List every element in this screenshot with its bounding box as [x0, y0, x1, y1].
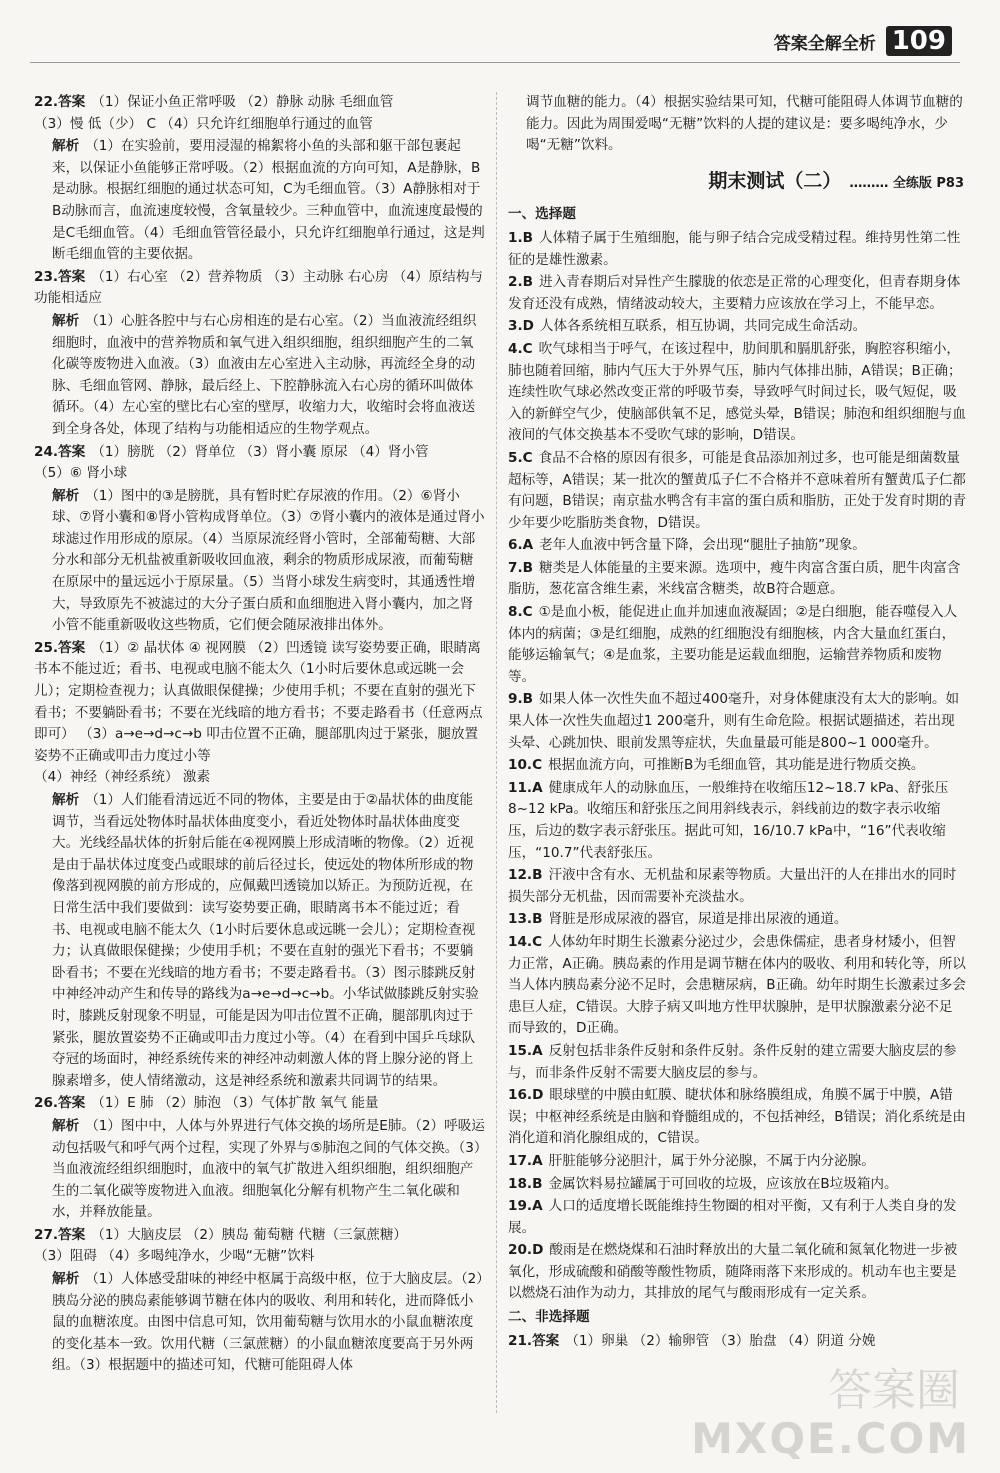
answer-text: 老年人血液中钙含量下降，会出现“腿肚子抽筋”现象。 — [539, 537, 866, 554]
block-label: 解析 — [52, 138, 80, 155]
answer-number: 1.B — [508, 229, 533, 246]
section-header — [508, 171, 966, 195]
answer-item — [508, 909, 966, 931]
answer-block — [34, 267, 486, 310]
block-text: （1）图中中，人体与外界进行气体交换的场所是E肺。（2）呼吸运动包括吸气和呼气两个过程，实现了外界与⑤肺泡之间的气体交换。（3）当血液流经组织细胞时，血液中的氧气扩散进入组织细胞，组织细胞产生的二氧化碳等废物进入血液。细胞氧化分解有机物产生二氧化碳和水，并释放能量。 — [52, 1117, 485, 1221]
analysis-block — [34, 136, 486, 266]
block-label: 22.答案 — [34, 94, 86, 110]
answer-number: 16.D — [508, 1087, 544, 1104]
answer-text: 肝脏能够分泌胆汁，属于外分泌腺，不属于内分泌腺。 — [548, 1152, 875, 1169]
block-text: （1）右心室 （2）营养物质 （3）主动脉 右心房 （4）原结构与功能相适应 — [34, 268, 484, 307]
part-heading-choice: 一、选择题 — [508, 206, 576, 223]
answer-number: 9.B — [508, 691, 533, 708]
block-label: 解析 — [52, 792, 80, 808]
answer-item — [508, 1151, 966, 1173]
answer-number: 13.B — [508, 911, 543, 928]
analysis-block — [34, 790, 486, 1092]
answer-item — [508, 1196, 966, 1239]
answer-number: 11.A — [508, 779, 543, 796]
answer-number: 7.B — [508, 559, 533, 576]
left-column — [34, 92, 486, 1378]
block-text: （3）慢 低（少） C （4）只允许红细胞单行通过的血管 — [34, 115, 373, 132]
answer-item — [508, 272, 966, 315]
right-continued-text: 调节血糖的能力。（4）根据实验结果可知，代糖可能阻碍人体调节血糖的能力。因此为周围爱喝“无糖”饮料的人提的建议是：要多喝纯净水，少喝“无糖”饮料。 — [526, 94, 963, 154]
answer-item — [508, 1085, 966, 1150]
answer-item — [508, 558, 966, 601]
answer-text: 吹气球相当于呼气，在该过程中，肋间肌和膈肌舒张，胸腔容积缩小，肺也随着回缩，肺内气压大于外界气压，肺内气体排出肺，A错误；B正确；连续性吹气球必然改变正常的呼吸节奏，导致呼气时间过长，吸气短促，吸入的新鲜空气少，使脑部供氧不足，感觉头晕，B错误；肺泡和组织细胞与血液间的气体交换基本不受吹气球的影响，D错误。 — [508, 340, 966, 444]
section-ref: ……… 全练版 P83 — [849, 175, 964, 191]
answer-item — [508, 778, 966, 864]
answer-item — [508, 535, 966, 557]
block-text: （1）保证小鱼正常呼吸 （2）静脉 动脉 毛细血管 — [91, 94, 394, 110]
header-title: 答案全解全析 — [773, 33, 876, 54]
part-heading-nonchoice: 二、非选择题 — [508, 1309, 590, 1326]
block-label: 27.答案 — [34, 1226, 86, 1243]
answer-number: 15.A — [508, 1042, 543, 1059]
analysis-block — [34, 486, 486, 637]
answer-number: 21.答案 — [508, 1332, 560, 1349]
answer-number: 18.B — [508, 1175, 543, 1192]
answer-text: 人体幼年时期生长激素分泌过少，会患侏儒症，患者身材矮小，但智力正常，A正确。胰岛素的作用是调节糖在体内的吸收、利用和转化等，所以当人体内胰岛素分泌不足时，会患糖尿病，B正确。幼年时期生长激素过多会患巨人症，C错误。大脖子病又叫地方性甲状腺肿，是甲状腺激素分泌不足而导致的，D正确。 — [508, 933, 966, 1037]
block-label: 解析 — [52, 1117, 80, 1134]
answer-number: 2.B — [508, 274, 533, 291]
section-title: 期末测试（二） — [708, 169, 842, 192]
block-text: （1）人体感受甜味的神经中枢属于高级中枢，位于大脑皮层。（2）胰岛分泌的胰岛素能够调节糖在体内的吸收、利用和转化，进而降低小鼠的血糖浓度。由图中信息可知，饮用葡萄糖与饮用水的小鼠血糖浓度的变化基本一致。饮用代糖（三氯蔗糖）的小鼠血糖浓度要高于另外两组。（3）根据题中的描述可知，代糖可能阻碍人体 — [52, 1271, 484, 1374]
answer-block — [34, 92, 486, 135]
answer-text: 人口的适度增长既能维持生物圈的相对平衡，又有利于人类自身的发展。 — [508, 1198, 957, 1236]
answer-item — [508, 1240, 966, 1305]
block-label: 解析 — [52, 1271, 80, 1288]
answer-text: 酸雨是在燃烧煤和石油时释放出的大量二氧化硫和氮氧化物进一步被氧化，形成硫酸和硝酸等酸性物质，随降雨落下来形成的。机动车也主要是以燃烧石油作为动力，其排放的尾气与酸雨形成有一定关系。 — [508, 1242, 958, 1302]
block-text: （1）大脑皮层 （2）胰岛 葡萄糖 代糖（三氯蔗糖） — [91, 1226, 408, 1243]
answer-text: 糖类是人体能量的主要来源。选项中，瘦牛肉富含蛋白质，肥牛肉富含脂肪，葱花富含维生素，米线富含糖类，故B符合题意。 — [508, 559, 961, 598]
block-text: （3）阻碍 （4）多喝纯净水，少喝“无糖”饮料 — [34, 1248, 315, 1265]
answer-item — [508, 316, 966, 338]
answer-item — [508, 1174, 966, 1196]
block-text: （1）人们能看清远近不同的物体，主要是由于②晶状体的曲度能调节，当看远处物体时晶状体曲度变小，看近处物体时晶状体曲度变大。光线经晶状体的折射后能在④视网膜上形成清晰的物像。（2）近视是由于晶状体过度变凸或眼球的前后径过长，使远处的物体所形成的物像落到视网膜的前方形成的，应佩戴凹透镜加以矫正。为预防近视，在日常生活中我们要做到：读写姿势要正确，眼睛离书本不能过近；看书、电视或电脑不能太久（1小时后要休息或远眺一会儿）；定期检查视力；认真做眼保健操；少使用手机；不要在直射的强光下看书；不要躺卧看书；不要在光线暗的地方看书；不要走路看书。（3）图示膝跳反射中神经冲动产生和传导的路线为a→e→d→c→b。小华试做膝跳反射实验时，膝跳反射现象不明显，可能是因为叩击位置不正确，腿部肌肉过于紧张，腿放置姿势不正确或叩击力度过小等。（4）在看到中国乒乓球队夺冠的场面时，神经系统传来的神经冲动刺激人体的肾上腺分泌的肾上腺素增多，使人情绪激动，这是神经系统和激素共同调节的结果。 — [52, 792, 479, 1089]
answer-item — [508, 689, 966, 754]
answer-number: 14.C — [508, 933, 543, 950]
answer-item — [508, 1041, 966, 1084]
answer-number: 3.D — [508, 318, 534, 335]
answer-item — [508, 755, 966, 777]
answer-item — [508, 932, 966, 1040]
answer-text: 根据血流方向，可推断B为毛细血管，其功能是进行物质交换。 — [548, 757, 925, 774]
answer-number: 8.C — [508, 604, 533, 621]
answer-text: 金属饮料易拉罐属于可回收的垃圾，应该放在B垃圾箱内。 — [548, 1175, 898, 1192]
answer-list — [508, 228, 966, 1305]
answer-block — [34, 442, 486, 485]
answer-text: 进入青春期后对异性产生朦胧的依恋是正常的心理变化，但青春期身体发育还没有成熟，情绪波动较大，主要精力应该放在学习上，不能早恋。 — [508, 274, 961, 312]
answer-number: 20.D — [508, 1242, 544, 1259]
answer-number: 17.A — [508, 1152, 543, 1169]
block-text: （1）② 晶状体 ④ 视网膜 （2）凹透镜 读写姿势要正确，眼睛离书本不能过近；看书、电视或电脑不能太久（1小时后要休息或远眺一会儿）；定期检查视力；认真做眼保健操；少使用手机；不要在直射的强光下看书；不要躺卧看书；不要在光线暗的地方看书；不要走路看书（任意两点即可） （3）a→e→d→c→b 叩击位置不正确，腿部肌肉过于紧张，腿放置姿势不正确或叩击力度过小等 — [34, 639, 483, 764]
header-rule — [30, 62, 960, 63]
block-text: （1）心脏各腔中与右心房相连的是右心室。（2）当血液流经组织细胞时，血液中的营养物质和氧气进入组织细胞，组织细胞产生的二氧化碳等废物进入血液。（3）血液由左心室进入主动脉，再流经全身的动脉、毛细血管网、静脉，最后经上、下腔静脉流入右心房的循环叫做体循环。（4）左心室的壁比右心室的壁厚，收缩力大，收缩时会将血液送到全身各处，体现了结构与功能相适应的生物学观点。 — [52, 312, 477, 437]
answer-number: 12.B — [508, 867, 543, 884]
answer-item — [508, 339, 966, 447]
answer-number: 10.C — [508, 757, 543, 774]
answer-item — [508, 602, 966, 688]
watermark: MXQE.COM — [691, 1414, 970, 1463]
answer-item — [508, 1331, 966, 1353]
block-text: （4）神经（神经系统） 激素 — [34, 769, 211, 786]
page-header — [774, 26, 952, 56]
answer-text: 人体各系统相互联系，相互协调，共同完成生命活动。 — [539, 318, 867, 335]
answer-text: 如果人体一次性失血不超过400毫升，对身体健康没有太大的影响。如果人体一次性失血超过1 200毫升，则有生命危险。根据试题描述，若出现头晕、心跳加快、眼前发黑等症状，失血量最可能是800~1 000毫升。 — [508, 691, 960, 751]
analysis-block — [34, 1269, 486, 1377]
answer-text: 肾脏是形成尿液的器官，尿道是排出尿液的通道。 — [548, 911, 848, 928]
block-text: （1）图中的③是膀胱，具有暂时贮存尿液的作用。（2）⑥肾小球、⑦肾小囊和⑧肾小管构成肾单位。（3）⑦肾小囊内的液体是通过肾小球滤过作用形成的原尿。（4）当原尿流经肾小管时，全部葡萄糖、大部分水和部分无机盐被重新吸收回血液，剩余的物质形成尿液，而葡萄糖在原尿中的量远远小于原尿量。（5）当肾小球发生病变时，其通透性增大，导致原先不被滤过的大分子蛋白质和血细胞进入肾小囊内，加之肾小管不能重新吸收这些物质，它们便会随尿液排出体外。 — [52, 487, 485, 634]
answer-item — [508, 448, 966, 534]
answer-text: 眼球壁的中膜由虹膜、睫状体和脉络膜组成，角膜不属于中膜，A错误；中枢神经系统是由脑和脊髓组成的，不包括神经，B错误；消化系统是由消化道和消化腺组成的，C错误。 — [508, 1087, 966, 1147]
block-label: 24.答案 — [34, 443, 86, 460]
right-column — [508, 92, 966, 1353]
block-label: 26.答案 — [34, 1095, 86, 1112]
answer-text: （1）卵巢 （2）输卵管 （3）胎盘 （4）阴道 分娩 — [565, 1332, 876, 1349]
block-label: 解析 — [52, 487, 80, 504]
block-text: （1）E 肺 （2）肺泡 （3）气体扩散 氧气 能量 — [91, 1095, 379, 1112]
answer-number: 6.A — [508, 537, 534, 554]
answer-block — [34, 1093, 486, 1115]
answer-block — [34, 638, 486, 789]
block-text: （1）膀胱 （2）肾单位 （3）肾小囊 原尿 （4）肾小管 — [91, 443, 429, 460]
answer-text: ①是血小板，能促进止血并加速血液凝固；②是白细胞，能吞噬侵入人体内的病菌；③是红细胞，成熟的红细胞没有细胞核，内含大量血红蛋白，能够运输氧气；④是血浆，主要功能是运载血细胞，运输营养物质和废物等。 — [508, 604, 958, 685]
block-label: 25.答案 — [34, 639, 86, 656]
block-text: （5）⑥ 肾小球 — [34, 465, 128, 482]
watermark-logo: 答案圈 — [828, 1365, 960, 1416]
page-number: 109 — [886, 26, 952, 56]
analysis-block — [34, 1116, 486, 1224]
answer-text: 反射包括非条件反射和条件反射。条件反射的建立需要大脑皮层的参与，而非条件反射不需要大脑皮层的参与。 — [508, 1042, 957, 1081]
answer-item — [508, 228, 966, 271]
answer-number: 4.C — [508, 340, 533, 357]
answer-block — [34, 1225, 486, 1268]
block-label: 23.答案 — [34, 268, 86, 285]
analysis-block — [34, 311, 486, 441]
answer-number: 19.A — [508, 1198, 543, 1215]
block-label: 解析 — [52, 312, 80, 329]
answer-text: 人体精子属于生殖细胞，能与卵子结合完成受精过程。维持男性第二性征的是雄性激素。 — [508, 229, 961, 268]
answer-text: 健康成年人的动脉血压，一般维持在收缩压12~18.7 kPa、舒张压8~12 kPa。收缩压和舒张压之间用斜线表示，斜线前边的数字表示收缩压，后边的数字表示舒张压。据此可知，16/10.7 kPa中，“16”代表收缩压，“10.7”代表舒张压。 — [508, 779, 949, 861]
answer-item — [508, 865, 966, 908]
block-text: （1）在实验前，要用浸湿的棉絮将小鱼的头部和躯干部包裹起来，以保证小鱼能够正常呼吸。（2）根据血流的方向可知，A是静脉，B是动脉。根据红细胞的通过状态可知，C为毛细血管。（3）A静脉相对于B动脉而言，血流速度较慢，含氧量较少。三种血管中，血流速度最慢的是C毛细血管。（4）毛细血管管径最小，只允许红细胞单行通过，这是判断毛细血管的主要依据。 — [52, 138, 485, 263]
column-divider — [496, 92, 497, 1413]
answer-text: 食品不合格的原因有很多，可能是食品添加剂过多，也可能是细菌数量超标等，A错误；某一批次的蟹黄瓜子仁不合格并不意味着所有蟹黄瓜子仁都有问题，B错误；南京盐水鸭含有丰富的蛋白质和脂肪，正处于发育时期的青少年要少吃脂肪类食物，D错误。 — [508, 449, 966, 531]
answer-text: 汗液中含有水、无机盐和尿素等物质。大量出汗的人在排出水的同时损失部分无机盐，因而需要补充淡盐水。 — [508, 867, 957, 905]
answer-number: 5.C — [508, 449, 533, 466]
